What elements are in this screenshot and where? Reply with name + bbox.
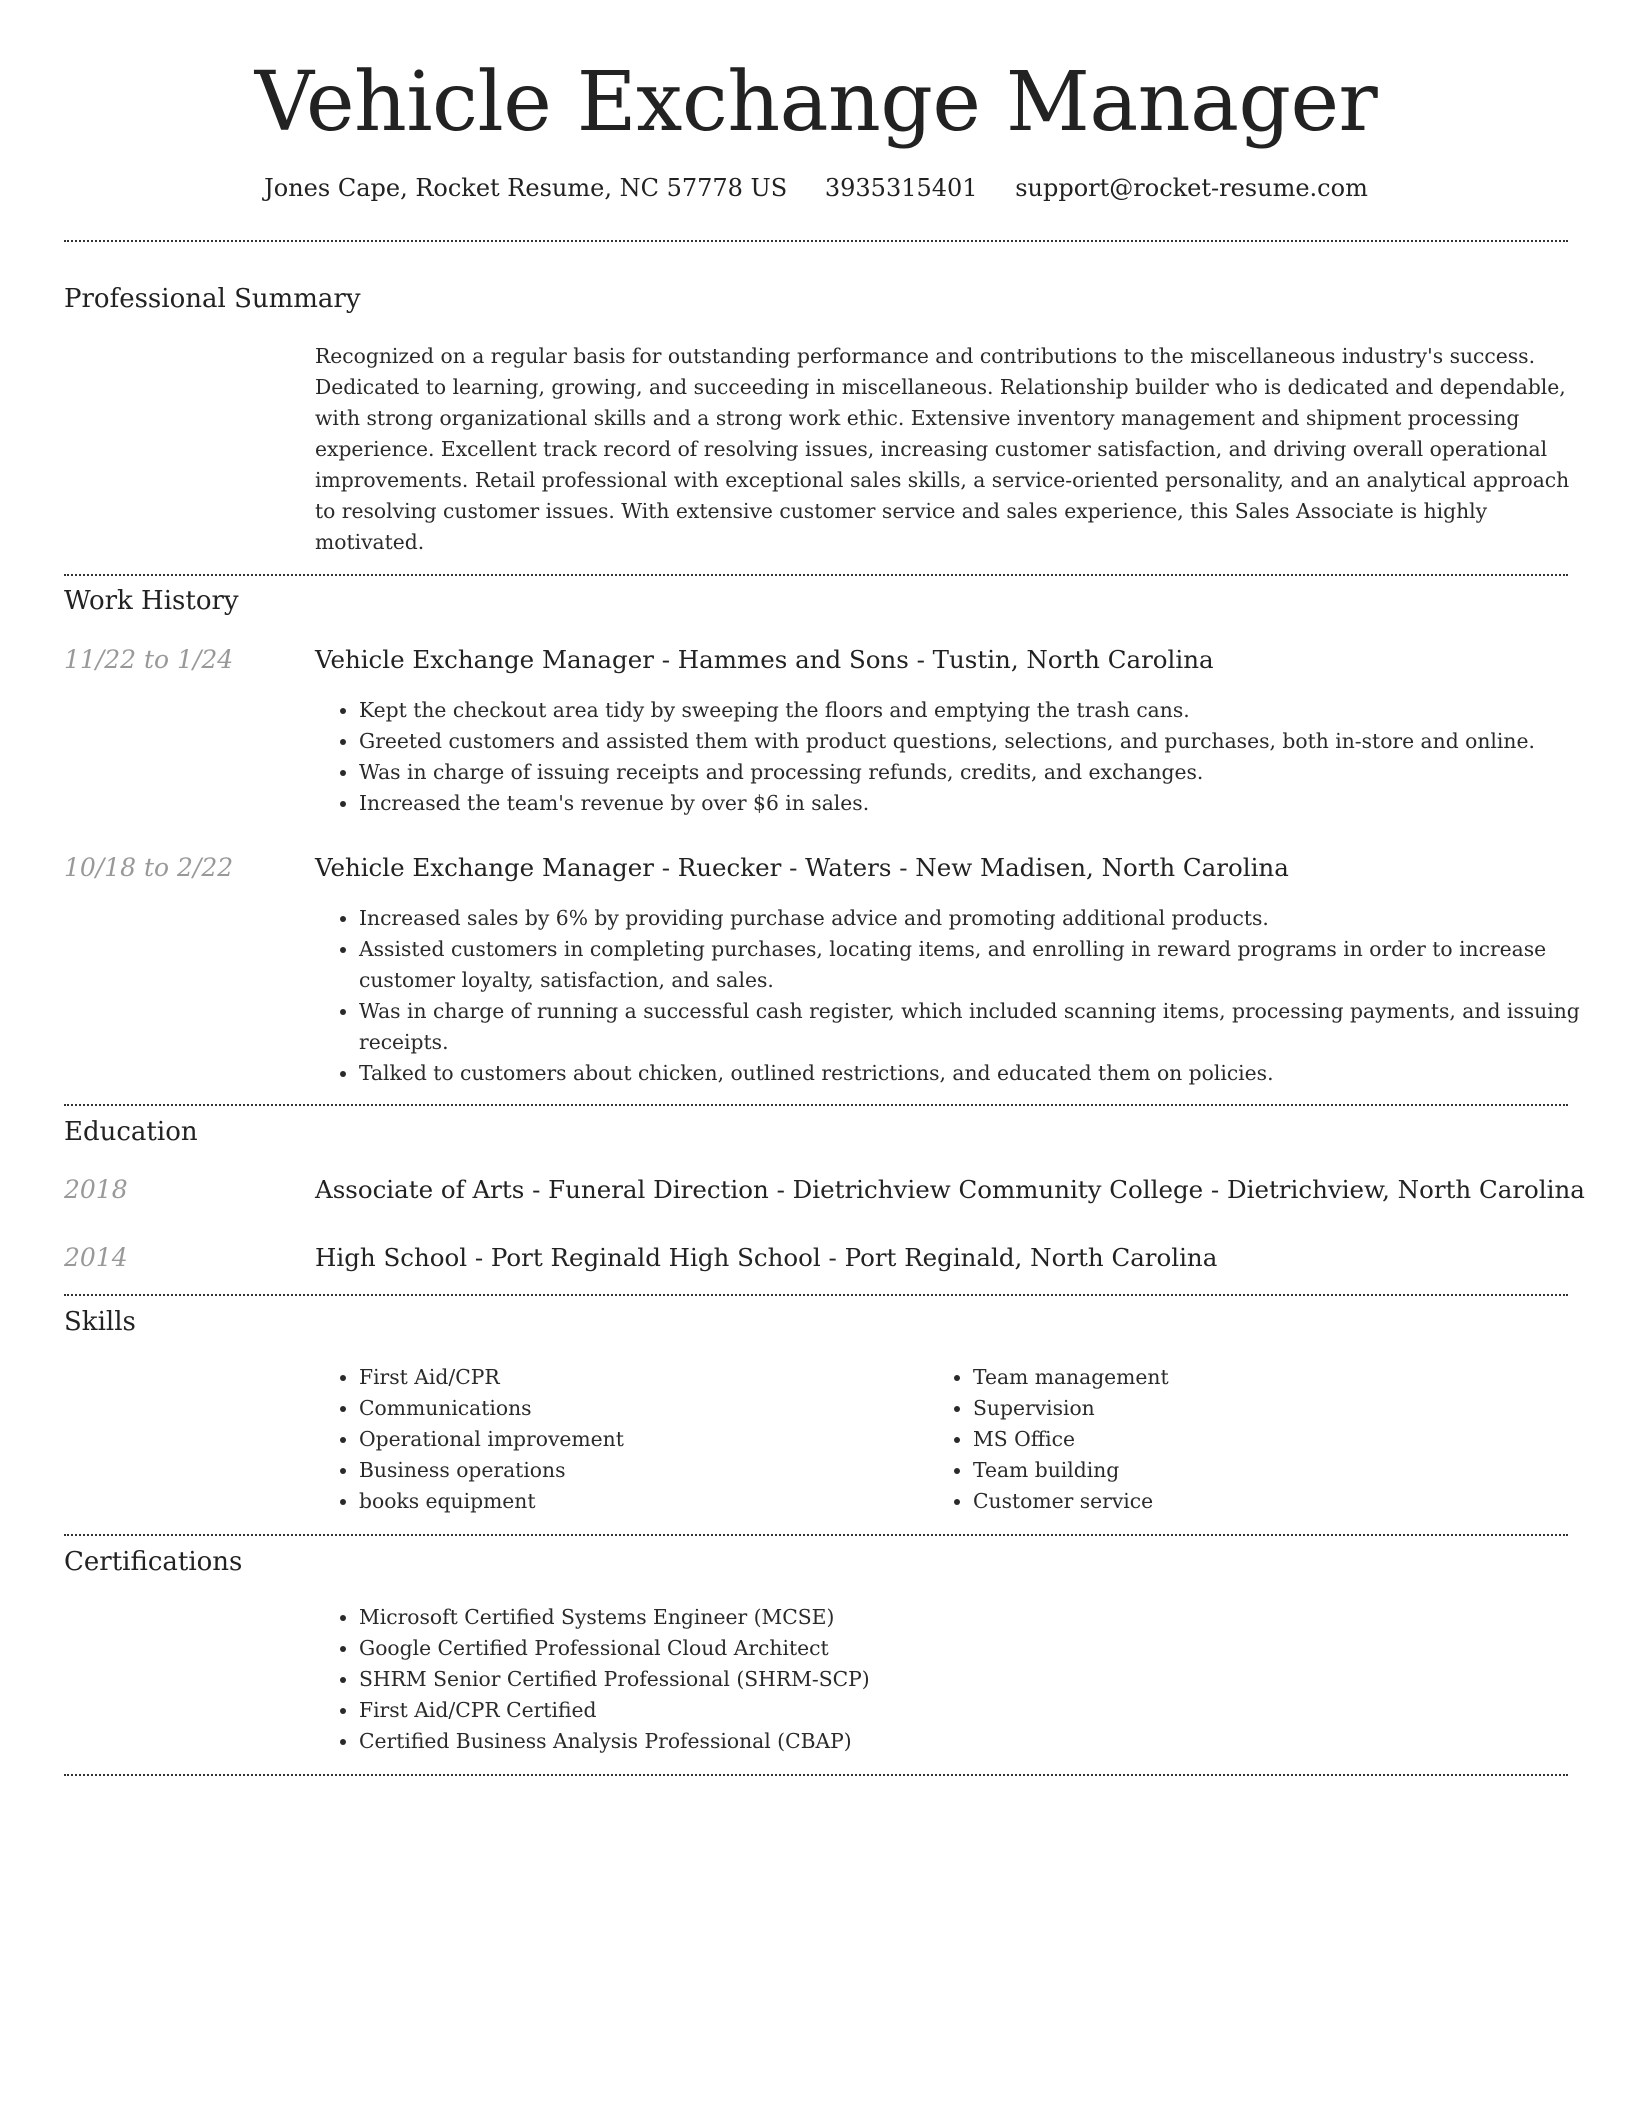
- list-item: • Supervision: [973, 1393, 1573, 1424]
- divider: [64, 574, 1568, 576]
- education-year: 2018: [64, 1175, 128, 1204]
- contact-address: Jones Cape, Rocket Resume, NC 57778 US: [264, 174, 788, 202]
- section-title-skills: Skills: [64, 1307, 136, 1337]
- certifications-list: [315, 1602, 1614, 1757]
- list-item: • Google Certified Professional Cloud Architect: [359, 1633, 1614, 1664]
- list-item: • Was in charge of running a successful cash register, which included scanning items, processing payments, and issuing receipts.: [359, 996, 1614, 1058]
- list-item: • Was in charge of issuing receipts and processing refunds, credits, and exchanges.: [359, 757, 1614, 788]
- divider: [64, 1774, 1568, 1776]
- job-title: [315, 643, 1214, 677]
- job-company: - Ruecker - Waters - New Madisen, North Carolina: [653, 853, 1289, 882]
- list-item: • First Aid/CPR: [359, 1362, 959, 1393]
- list-item: • Team management: [973, 1362, 1573, 1393]
- summary-text: Recognized on a regular basis for outstanding performance and contributions to the miscellaneous industry's success. Dedicated to learning, growing, and succeeding in miscellaneous. Relationship builder who is dedicated and dependable, with strong organizational skills and a strong work ethic. Extensive inventory management and shipment processing experience. Excellent track record of resolving issues, increasing customer satisfaction, and driving overall operational improvements. Retail professional with exceptional sales skills, a service-oriented personality, and an analytical approach to resolving customer issues. With extensive customer service and sales experience, this Sales Associate is highly motivated.: [315, 344, 1570, 554]
- education-year: 2014: [64, 1243, 128, 1272]
- list-item: • Certified Business Analysis Professional (CBAP): [359, 1726, 1614, 1757]
- section-title-certifications: Certifications: [64, 1547, 243, 1577]
- section-title-education: Education: [64, 1117, 198, 1147]
- job-bullets: [315, 695, 1614, 819]
- job-role: Vehicle Exchange Manager: [315, 853, 654, 882]
- candidate-name: Vehicle Exchange Manager: [254, 55, 1378, 150]
- list-item: • Operational improvement: [359, 1424, 959, 1455]
- section-title-work: Work History: [64, 586, 239, 616]
- education-entry: [315, 1241, 1217, 1275]
- divider: [64, 1534, 1568, 1536]
- skills-list-right: [929, 1362, 1573, 1517]
- education-school: - Port Reginald High School - Port Reginald, North Carolina: [467, 1243, 1218, 1272]
- job-bullets: [315, 903, 1614, 1089]
- list-item: • MS Office: [973, 1424, 1573, 1455]
- education-degree: Associate of Arts - Funeral Direction: [315, 1175, 769, 1204]
- job-role: Vehicle Exchange Manager: [315, 645, 654, 674]
- list-item: • Customer service: [973, 1486, 1573, 1517]
- education-school: - Dietrichview Community College - Dietrichview, North Carolina: [768, 1175, 1585, 1204]
- contact-phone: 3935315401: [824, 174, 978, 202]
- section-title-summary: Professional Summary: [64, 284, 361, 314]
- list-item: • Greeted customers and assisted them with product questions, selections, and purchases, both in-store and online.: [359, 726, 1614, 757]
- job-dates: 11/22 to 1/24: [64, 645, 234, 674]
- list-item: • Team building: [973, 1455, 1573, 1486]
- divider: [64, 240, 1568, 242]
- job-dates: 10/18 to 2/22: [64, 853, 234, 882]
- divider: [64, 1104, 1568, 1106]
- education-degree: High School: [315, 1243, 468, 1272]
- divider: [64, 1294, 1568, 1296]
- job-title: [315, 851, 1289, 885]
- list-item: • books equipment: [359, 1486, 959, 1517]
- list-item: • Communications: [359, 1393, 959, 1424]
- education-entry: [315, 1173, 1585, 1207]
- job-company: - Hammes and Sons - Tustin, North Carolina: [653, 645, 1214, 674]
- contact-email: support@rocket-resume.com: [1015, 174, 1368, 202]
- list-item: • Kept the checkout area tidy by sweeping the floors and emptying the trash cans.: [359, 695, 1614, 726]
- list-item: • Microsoft Certified Systems Engineer (MCSE): [359, 1602, 1614, 1633]
- list-item: • SHRM Senior Certified Professional (SHRM-SCP): [359, 1664, 1614, 1695]
- skills-list-left: [315, 1362, 959, 1517]
- list-item: • Assisted customers in completing purchases, locating items, and enrolling in reward programs in order to increase customer loyalty, satisfaction, and sales.: [359, 934, 1614, 996]
- contact-line: [0, 172, 1632, 204]
- list-item: • Increased sales by 6% by providing purchase advice and promoting additional products.: [359, 903, 1614, 934]
- list-item: • First Aid/CPR Certified: [359, 1695, 1614, 1726]
- list-item: • Talked to customers about chicken, outlined restrictions, and educated them on policies.: [359, 1058, 1614, 1089]
- list-item: • Increased the team's revenue by over $6 in sales.: [359, 788, 1614, 819]
- list-item: • Business operations: [359, 1455, 959, 1486]
